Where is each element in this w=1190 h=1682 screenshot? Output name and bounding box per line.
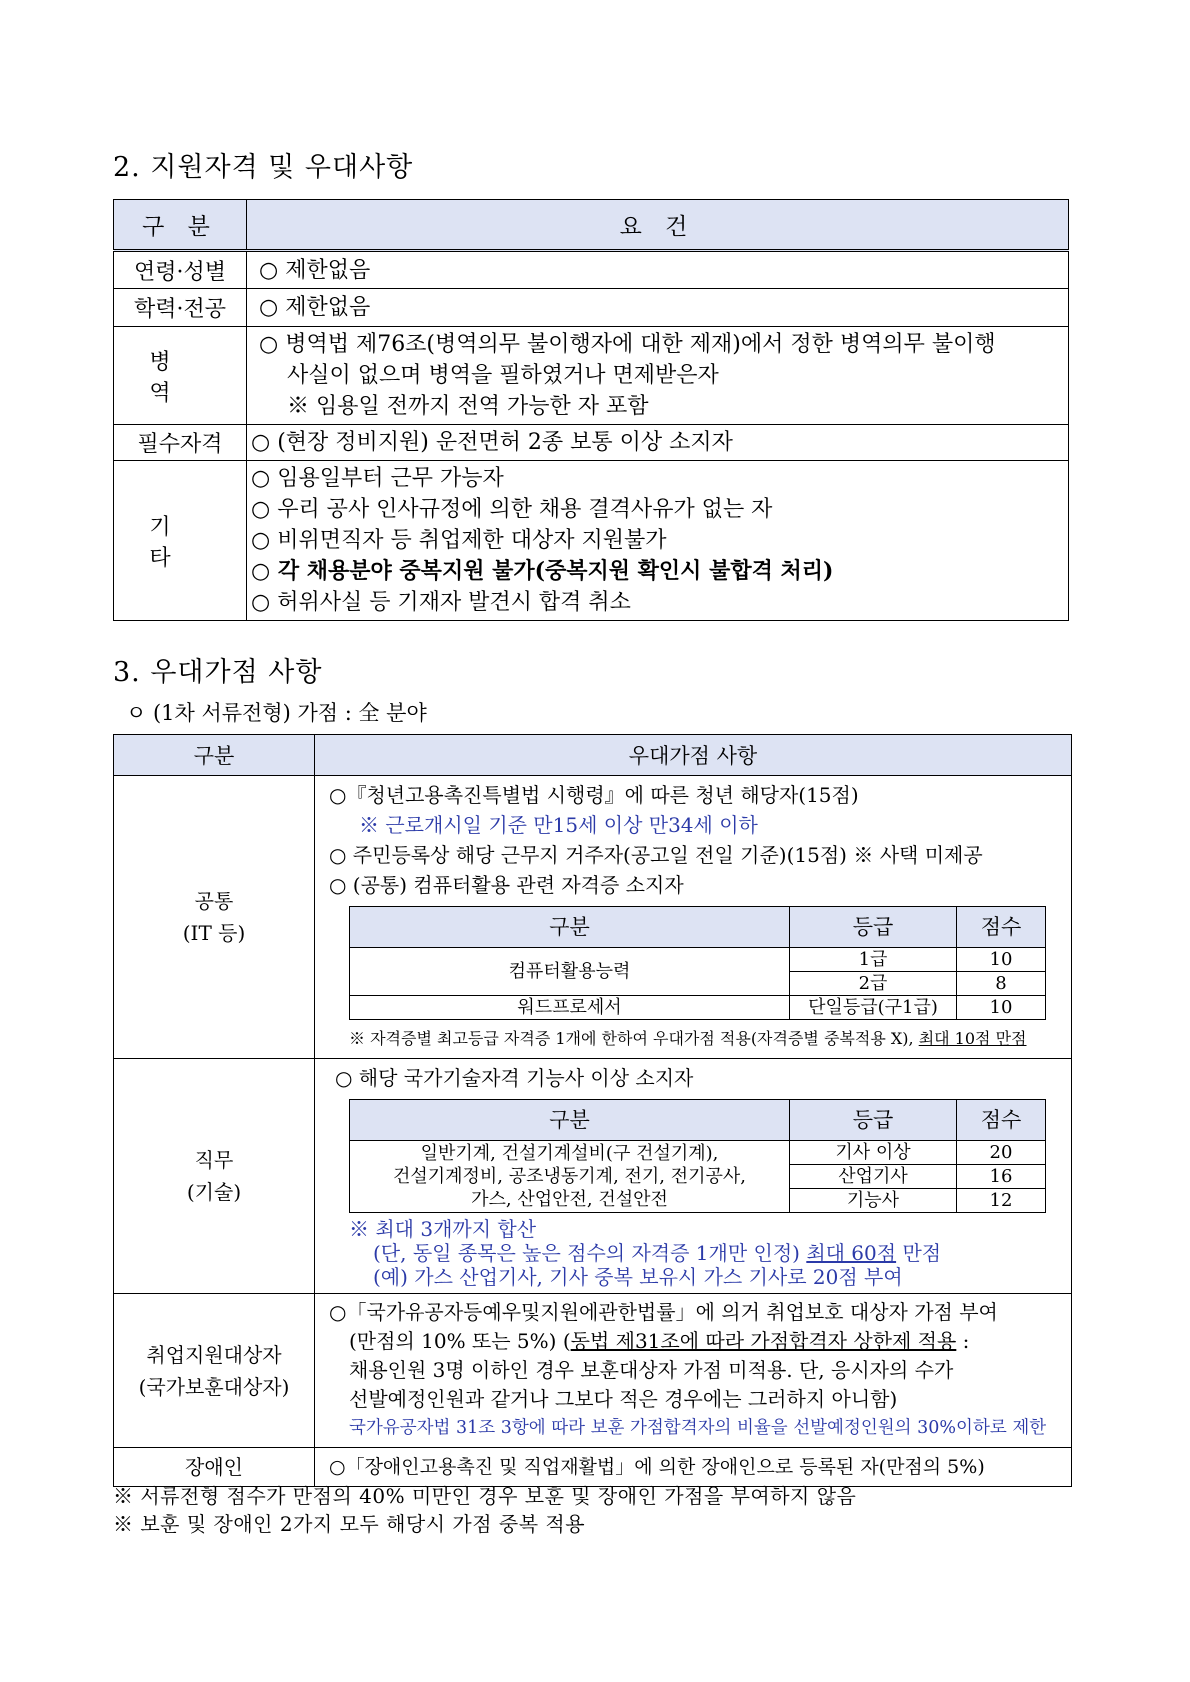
tech-cert-table <box>349 1099 1046 1213</box>
label-common-sub: (IT 등) <box>182 921 246 945</box>
common-line-3: ○ 주민등록상 해당 근무지 거주자(공고일 전일 기준)(15점) ※ 사택 미제공 <box>329 843 983 867</box>
row-label-required: 필수자격 <box>114 425 247 461</box>
tech-header-grade: 등급 <box>790 1100 957 1141</box>
etc-line-2: ○ 우리 공사 인사규정에 의한 채용 결격사유가 없는 자 <box>251 497 773 522</box>
cert-grade: 1급 <box>790 948 957 972</box>
footnote-1: ※ 서류전형 점수가 만점의 40% 미만인 경우 보훈 및 장애인 가점을 부여하지 않음 <box>113 1484 857 1508</box>
cert-score: 10 <box>957 996 1046 1020</box>
cert-score: 10 <box>957 948 1046 972</box>
veteran-line-5: 국가유공자법 31조 3항에 따라 보훈 가점합격자의 비율을 선발예정인원의 30%이하로 제한 <box>349 1418 1047 1438</box>
row-label-common <box>114 776 315 1059</box>
cert-grade: 단일등급(구1급) <box>790 996 957 1020</box>
job-note <box>329 1217 1063 1289</box>
row-label-edu: 학력·전공 <box>114 289 247 327</box>
veteran-line-2-c: : <box>956 1329 970 1353</box>
header-requirement: 요 건 <box>247 200 1069 251</box>
tech-score: 16 <box>957 1165 1046 1189</box>
cert-name: 워드프로세서 <box>350 996 790 1020</box>
job-note-2-text: (단, 동일 종목은 높은 점수의 자격증 1개만 인정) <box>373 1241 807 1265</box>
common-line-4: ○ (공통) 컴퓨터활용 관련 자격증 소지자 <box>329 873 684 897</box>
table-row <box>114 327 1069 425</box>
common-note-max: 최대 10점 만점 <box>918 1029 1027 1048</box>
veteran-line-2-a: (만점의 10% 또는 5%) ( <box>349 1329 571 1353</box>
etc-line-4: ○ 각 채용분야 중복지원 불가(중복지원 확인시 불합격 처리) <box>251 558 834 584</box>
table-row <box>114 289 1069 327</box>
row-label-etc: 기 타 <box>114 461 247 621</box>
row-text-required: ○ (현장 정비지원) 운전면허 2종 보통 이상 소지자 <box>247 425 1069 461</box>
cert-name: 컴퓨터활용능력 <box>350 948 790 996</box>
row-text-military <box>247 327 1069 425</box>
section2-heading: 2. 지원자격 및 우대사항 <box>113 152 414 183</box>
header-category: 구분 <box>114 735 315 776</box>
tech-fields <box>350 1141 790 1213</box>
label-job: 직무 <box>194 1148 234 1172</box>
table-row-common <box>114 776 1072 1059</box>
table-header <box>114 200 1069 251</box>
tech-field-line: 가스, 산업안전, 건설안전 <box>471 1189 668 1210</box>
job-note-3: (예) 가스 산업기사, 기사 중복 보유시 가스 기사로 20점 부여 <box>373 1265 903 1289</box>
cert-grade: 2급 <box>790 972 957 996</box>
common-line-2: ※ 근로개시일 기준 만15세 이상 만34세 이하 <box>359 813 758 837</box>
military-line-2: 사실이 없으며 병역을 필하였거나 면제받은자 <box>287 363 719 388</box>
label-common: 공통 <box>194 889 234 913</box>
row-text-etc <box>247 461 1069 621</box>
row-label-veteran <box>114 1294 315 1448</box>
etc-line-5: ○ 허위사실 등 기재자 발견시 합격 취소 <box>251 590 631 615</box>
qualification-table <box>113 199 1069 621</box>
veteran-line-3: 채용인원 3명 이하인 경우 보훈대상자 가점 미적용. 단, 응시자의 수가 <box>349 1358 954 1382</box>
job-note-2-max: 최대 60점 <box>806 1241 897 1265</box>
table-row <box>114 251 1069 289</box>
veteran-line-1: ○「국가유공자등예우및지원에관한법률」에 의거 취업보호 대상자 가점 부여 <box>329 1300 998 1324</box>
table-row <box>114 461 1069 621</box>
header-category: 구 분 <box>114 200 247 251</box>
label-job-sub: (기술) <box>186 1180 242 1204</box>
veteran-line-4: 선발예정인원과 같거나 그보다 적은 경우에는 그러하지 아니함) <box>349 1387 898 1411</box>
job-note-2-end: 만점 <box>896 1241 942 1265</box>
row-content-disabled: ○「장애인고용촉진 및 직업재활법」에 의한 장애인으로 등록된 자(만점의 5%) <box>315 1448 1072 1487</box>
cert-header-grade: 등급 <box>790 907 957 948</box>
row-label-disabled: 장애인 <box>114 1448 315 1487</box>
row-content-job <box>315 1059 1072 1294</box>
military-line-3: ※ 임용일 전까지 전역 가능한 자 포함 <box>287 394 649 419</box>
header-bonus: 우대가점 사항 <box>315 735 1072 776</box>
tech-header-category: 구분 <box>350 1100 790 1141</box>
veteran-line-2-b: 동법 제31조에 따라 가점합격자 상한제 적용 <box>570 1329 957 1353</box>
tech-score: 12 <box>957 1189 1046 1213</box>
footnote-2: ※ 보훈 및 장애인 2가지 모두 해당시 가점 중복 적용 <box>113 1512 586 1536</box>
table-header <box>114 735 1072 776</box>
etc-line-3: ○ 비위면직자 등 취업제한 대상자 지원불가 <box>251 528 667 553</box>
bonus-table <box>113 734 1072 1487</box>
job-note-2 <box>349 1241 1063 1265</box>
tech-field-line: 일반기계, 건설기계설비(구 건설기계), <box>420 1143 719 1164</box>
cert-score: 8 <box>957 972 1046 996</box>
tech-score: 20 <box>957 1141 1046 1165</box>
common-line-1: ○『청년고용촉진특별법 시행령』에 따른 청년 해당자(15점) <box>329 783 859 807</box>
etc-line-1: ○ 임용일부터 근무 가능자 <box>251 466 504 491</box>
row-text-edu: ○ 제한없음 <box>247 289 1069 327</box>
tech-header-score: 점수 <box>957 1100 1046 1141</box>
military-line-1: ○ 병역법 제76조(병역의무 불이행자에 대한 제재)에서 정한 병역의무 불이행 <box>259 332 996 357</box>
tech-grade: 기능사 <box>790 1189 957 1213</box>
table-row-job <box>114 1059 1072 1294</box>
tech-grade: 산업기사 <box>790 1165 957 1189</box>
cert-header-score: 점수 <box>957 907 1046 948</box>
table-row-veteran <box>114 1294 1072 1448</box>
veteran-line-2 <box>329 1327 1063 1356</box>
row-label-job <box>114 1059 315 1294</box>
row-content-common <box>315 776 1072 1059</box>
job-note-1: ※ 최대 3개까지 합산 <box>349 1217 537 1241</box>
section3-heading: 3. 우대가점 사항 <box>113 657 323 688</box>
job-line-1: ○ 해당 국가기술자격 기능사 이상 소지자 <box>335 1066 694 1090</box>
label-veteran: 취업지원대상자 <box>146 1342 282 1367</box>
common-note <box>329 1024 1063 1054</box>
row-text-age: ○ 제한없음 <box>247 251 1069 289</box>
tech-field-line: 건설기계정비, 공조냉동기계, 전기, 전기공사, <box>392 1166 747 1187</box>
row-label-military: 병 역 <box>114 327 247 425</box>
label-veteran-sub: (국가보훈대상자) <box>138 1374 290 1399</box>
common-note-text: ※ 자격증별 최고등급 자격증 1개에 한하여 우대가점 적용(자격증별 중복적용 X), <box>349 1029 919 1048</box>
row-label-age: 연령·성별 <box>114 251 247 289</box>
table-row <box>114 425 1069 461</box>
row-content-veteran <box>315 1294 1072 1448</box>
computer-cert-table <box>349 906 1046 1020</box>
cert-header-category: 구분 <box>350 907 790 948</box>
tech-grade: 기사 이상 <box>790 1141 957 1165</box>
section3-subtitle: ㅇ (1차 서류전형) 가점 : 全 분야 <box>126 701 427 725</box>
